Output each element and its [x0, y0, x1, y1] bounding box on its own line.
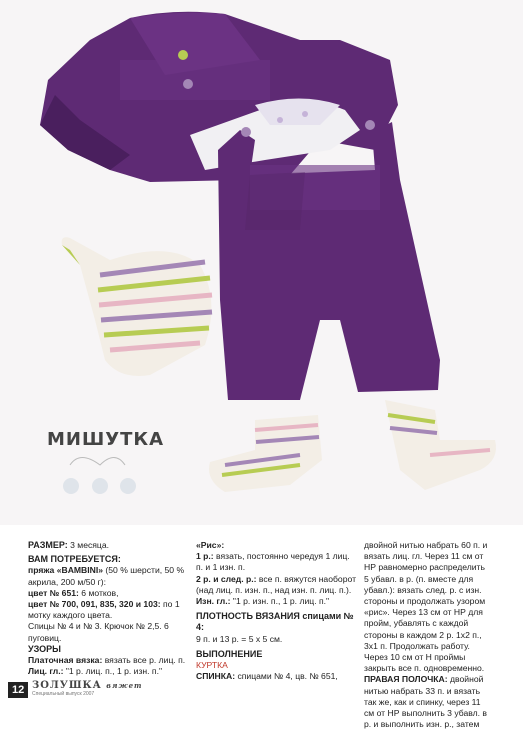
size-label: РАЗМЕР: — [28, 540, 68, 550]
purl-text: "1 р. изн. п., 1 р. лиц. п." — [230, 596, 330, 607]
magazine-logo — [32, 680, 142, 691]
row1-label: 1 р.: — [196, 551, 214, 562]
materials-heading: ВАМ ПОТРЕБУЕТСЯ: — [28, 554, 121, 565]
magazine-subname: вяжет — [106, 681, 143, 690]
back-continued-text: двойной нитью набрать 60 п. и вязать лиц. гл. Через 11 см от НР равномерно распределить 5 убавл. в р. (п. вместе для убавл.): вязать след. р. с изн. стороны и продолжать узором «рис». Через 13 см от НР для пройм, убавлять с каждой стороны в каждом 2 р. 1х2 п., 3х1 п. Продолжать работу. Через 10 см от Н проймы закрыть все п. одновременно. — [364, 540, 488, 674]
back-text: спицами № 4, цв. № 651, — [235, 671, 338, 682]
gauge-text: 9 п. и 13 р. = 5 х 5 см. — [196, 633, 283, 644]
patterns-heading: УЗОРЫ — [28, 643, 61, 654]
magazine-name: ЗОЛУШКА — [32, 680, 102, 691]
colors-label: цвет № 700, 091, 835, 320 и 103: — [28, 599, 161, 610]
ris-heading: «Рис»: — [196, 540, 225, 550]
colors-text: по 1 мотку каждого цвета. — [28, 599, 180, 621]
size-value: 3 месяца. — [67, 540, 110, 550]
booties-image — [209, 400, 496, 492]
overalls-image — [218, 120, 440, 400]
button-icon — [365, 120, 375, 130]
row2-text: все п. вяжутся наоборот (над лиц. п. изн. п., над изн. п. лиц. п.). — [196, 573, 357, 595]
button-icon — [183, 79, 193, 89]
project-title: МИШУТКА — [47, 429, 165, 450]
button-icon — [178, 50, 188, 60]
stockinette-label: Лиц. гл.: — [28, 666, 64, 677]
right-front-label: ПРАВАЯ ПОЛОЧКА: — [364, 674, 448, 685]
tools-text: Спицы № 4 и № 3. Крючок № 2,5. 6 пуговиц. — [28, 621, 169, 643]
garter-text: вязать все р. лиц. п. — [102, 655, 186, 666]
row2-label: 2 р. и след. р.: — [196, 573, 257, 584]
yarn-text: (50 % шерсти, 50 % акрила, 200 м/50 г): — [28, 565, 185, 587]
purl-label: Изн. гл.: — [196, 596, 231, 607]
column-2 — [196, 540, 356, 682]
page-number: 12 — [8, 682, 28, 698]
column-3 — [364, 540, 491, 730]
execution-heading: ВЫПОЛНЕНИЕ — [196, 648, 263, 659]
color651-label: цвет № 651: — [28, 587, 79, 598]
yarn-label: пряжа «BAMBINI» — [28, 565, 104, 576]
jacket-subheading: КУРТКА — [196, 660, 228, 671]
flower-buttons-image — [63, 458, 136, 495]
row1-text: вязать, постоянно чередуя 1 лиц. п. и 1 изн. п. — [196, 551, 350, 573]
stockinette-text: "1 р. лиц. п., 1 р. изн. п." — [63, 666, 163, 677]
color651-text: 6 мотков, — [78, 587, 119, 598]
gauge-heading: ПЛОТНОСТЬ ВЯЗАНИЯ спицами № 4: — [196, 611, 354, 633]
issue-label: Специальный выпуск 2007 — [32, 691, 95, 697]
back-label: СПИНКА: — [196, 671, 236, 682]
column-1 — [28, 540, 186, 677]
hat-image — [62, 237, 212, 376]
right-front-text: двойной нитью набрать 33 п. и вязать так же, как и спинку, через 11 см от НР выполнить 3 убавл. в р. и выполнить изн. р., затем — [364, 674, 487, 730]
button-icon — [241, 127, 251, 137]
garter-label: Платочная вязка: — [28, 655, 103, 666]
